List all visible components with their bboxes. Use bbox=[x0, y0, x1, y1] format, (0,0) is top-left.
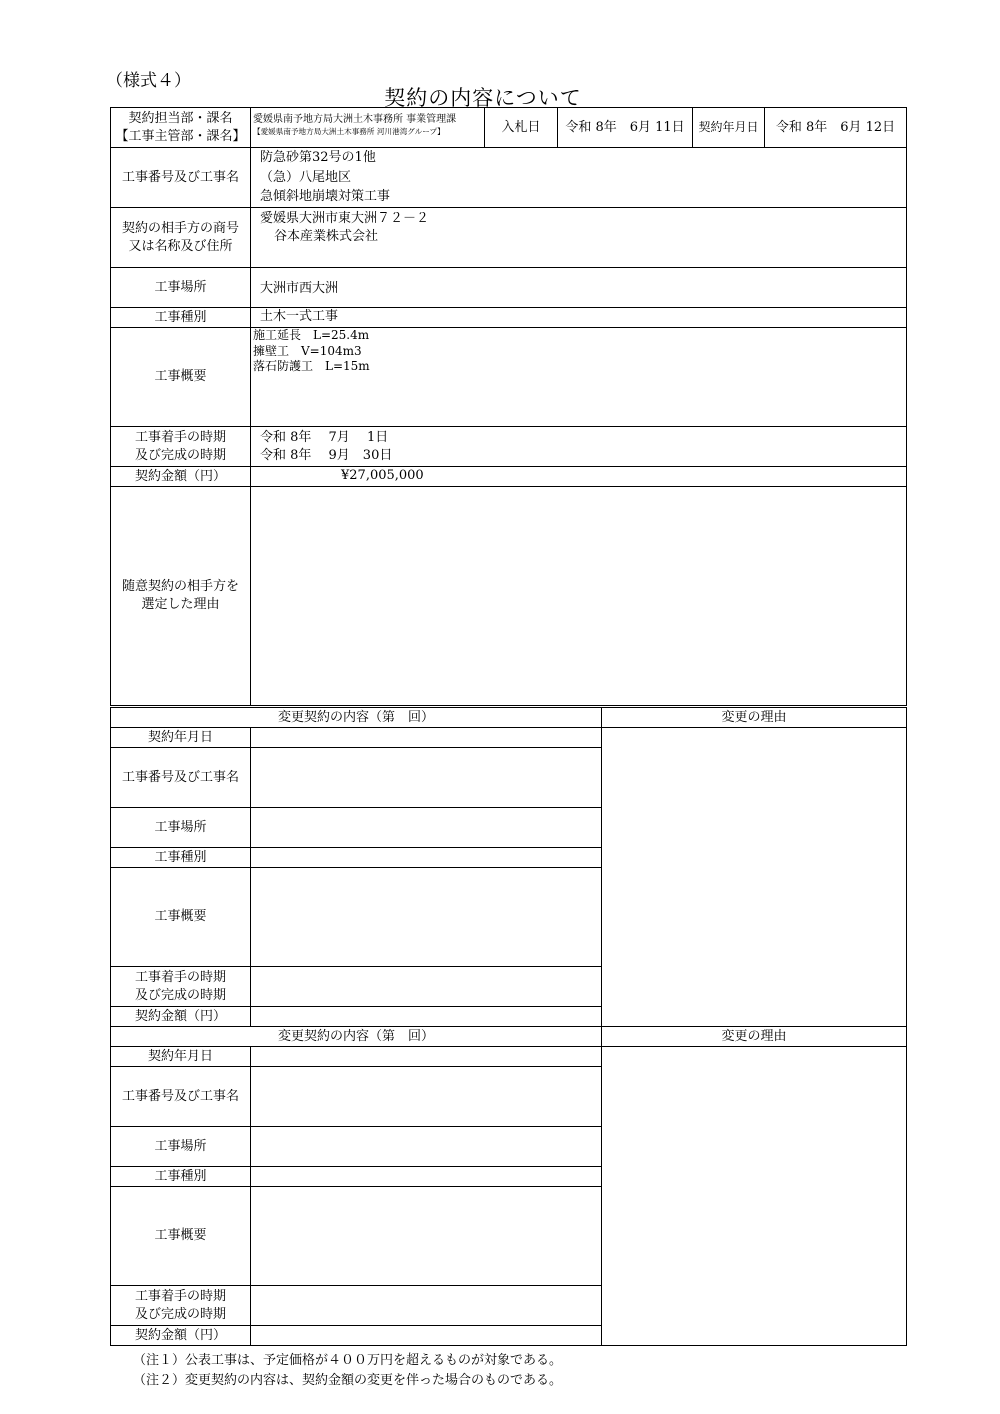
dept-value-line1: 愛媛県南予地方局大洲土木事務所 事業管理課 bbox=[253, 114, 457, 125]
change-type-value bbox=[251, 1167, 602, 1187]
change-header-row bbox=[111, 1027, 907, 1047]
document-title-text: 契約の内容について bbox=[384, 86, 582, 110]
party-address: 愛媛県大洲市東大洲７２－２ bbox=[260, 211, 430, 226]
bid-date-label: 入札日 bbox=[485, 108, 558, 148]
project-line-1: 防急砂第32号の1他 bbox=[260, 150, 376, 165]
change-project-label: 工事番号及び工事名 bbox=[111, 748, 251, 808]
change-date-row bbox=[111, 728, 907, 748]
change-summary-label: 工事概要 bbox=[111, 1187, 251, 1286]
summary-value-cell bbox=[251, 328, 907, 427]
reason-value bbox=[251, 487, 907, 706]
type-row bbox=[111, 308, 907, 328]
dept-label-line1: 契約担当部・課名 bbox=[128, 110, 233, 126]
dept-row bbox=[111, 108, 907, 148]
summary-line-2: 擁壁工 V=104m3 bbox=[253, 343, 362, 358]
dept-label-cell bbox=[111, 108, 251, 148]
change-project-label: 工事番号及び工事名 bbox=[111, 1067, 251, 1127]
summary-line-3: 落石防護工 L=15m bbox=[253, 359, 370, 374]
summary-label: 工事概要 bbox=[111, 328, 251, 427]
change-location-label: 工事場所 bbox=[111, 808, 251, 848]
amount-label: 契約金額（円） bbox=[111, 467, 251, 487]
change-summary-value bbox=[251, 1187, 602, 1286]
change-reason-header: 変更の理由 bbox=[602, 708, 907, 728]
reason-label-line2: 選定した理由 bbox=[141, 597, 220, 612]
type-value: 土木一式工事 bbox=[251, 308, 907, 328]
change-header: 変更契約の内容（第 回） bbox=[111, 708, 602, 728]
amount-value: ¥27,005,000 bbox=[251, 467, 907, 487]
period-end: 令和 8年 9月 30日 bbox=[260, 447, 393, 463]
summary-line-1: 施工延長 L=25.4m bbox=[253, 328, 370, 342]
change-period-label-cell bbox=[111, 967, 251, 1007]
type-label: 工事種別 bbox=[111, 308, 251, 328]
project-line-2: （急）八尾地区 bbox=[260, 169, 352, 185]
project-row bbox=[111, 148, 907, 208]
dept-value-line2: 【愛媛県南予地方局大洲土木事務所 河川港湾グループ】 bbox=[253, 126, 445, 136]
period-label-line2: 及び完成の時期 bbox=[134, 447, 226, 463]
form-number: （様式４） bbox=[106, 71, 191, 91]
change-amount-value bbox=[251, 1007, 602, 1027]
party-row bbox=[111, 208, 907, 268]
dept-value-cell bbox=[251, 108, 485, 148]
change-amount-label: 契約金額（円） bbox=[111, 1007, 251, 1027]
change-summary-label: 工事概要 bbox=[111, 868, 251, 967]
change-period-label-cell bbox=[111, 1286, 251, 1326]
change-reason-value bbox=[602, 1047, 907, 1346]
period-start: 令和 8年 7月 1日 bbox=[260, 429, 389, 445]
bid-date-value: 令和 8年 6月 11日 bbox=[558, 108, 693, 148]
change-date-value bbox=[251, 1047, 602, 1067]
party-label-line1: 契約の相手方の商号 bbox=[121, 220, 239, 236]
project-label: 工事番号及び工事名 bbox=[111, 148, 251, 208]
change-period-value bbox=[251, 1286, 602, 1326]
change-header-row bbox=[111, 708, 907, 728]
period-label-line1: 工事着手の時期 bbox=[134, 429, 226, 445]
change-location-value bbox=[251, 1127, 602, 1167]
note-1: （注１）公表工事は、予定価格が４００万円を超えるものが対象である。 bbox=[133, 1353, 563, 1368]
change-date-value bbox=[251, 728, 602, 748]
change-project-value bbox=[251, 748, 602, 808]
change-reason-value bbox=[602, 728, 907, 1027]
change-header: 変更契約の内容（第 回） bbox=[111, 1027, 602, 1047]
change-type-label: 工事種別 bbox=[111, 848, 251, 868]
reason-label-cell bbox=[111, 487, 251, 706]
project-value-cell bbox=[251, 148, 907, 208]
contract-table bbox=[110, 107, 907, 706]
change-project-value bbox=[251, 1067, 602, 1127]
contract-date-label: 契約年月日 bbox=[693, 108, 765, 148]
change-table-2 bbox=[110, 1026, 907, 1346]
summary-row bbox=[111, 328, 907, 427]
change-amount-label: 契約金額（円） bbox=[111, 1326, 251, 1346]
change-type-label: 工事種別 bbox=[111, 1167, 251, 1187]
change-type-value bbox=[251, 848, 602, 868]
party-label-cell bbox=[111, 208, 251, 268]
location-row bbox=[111, 268, 907, 308]
dept-label-line2: 【工事主管部・課名】 bbox=[115, 128, 246, 144]
reason-label-line1: 随意契約の相手方を bbox=[121, 579, 239, 595]
period-value-cell bbox=[251, 427, 907, 467]
location-value: 大洲市西大洲 bbox=[251, 268, 907, 308]
amount-row bbox=[111, 467, 907, 487]
project-line-3: 急傾斜地崩壊対策工事 bbox=[260, 189, 391, 204]
change-period-label-line2: 及び完成の時期 bbox=[134, 987, 226, 1003]
change-period-label-line1: 工事着手の時期 bbox=[134, 1288, 226, 1304]
change-table-1 bbox=[110, 707, 907, 1027]
period-row bbox=[111, 427, 907, 467]
change-date-row bbox=[111, 1047, 907, 1067]
change-date-label: 契約年月日 bbox=[111, 1047, 251, 1067]
change-summary-value bbox=[251, 868, 602, 967]
change-location-label: 工事場所 bbox=[111, 1127, 251, 1167]
change-reason-header: 変更の理由 bbox=[602, 1027, 907, 1047]
change-location-value bbox=[251, 808, 602, 848]
period-label-cell bbox=[111, 427, 251, 467]
change-date-label: 契約年月日 bbox=[111, 728, 251, 748]
change-period-label-line2: 及び完成の時期 bbox=[134, 1306, 226, 1322]
party-name: 谷本産業株式会社 bbox=[274, 228, 379, 244]
party-label-line2: 又は名称及び住所 bbox=[128, 238, 233, 254]
note-2: （注２）変更契約の内容は、契約金額の変更を伴った場合のものである。 bbox=[133, 1373, 563, 1388]
change-amount-value bbox=[251, 1326, 602, 1346]
location-label: 工事場所 bbox=[111, 268, 251, 308]
contract-date-value: 令和 8年 6月 12日 bbox=[765, 108, 907, 148]
change-period-value bbox=[251, 967, 602, 1007]
reason-row bbox=[111, 487, 907, 706]
party-value-cell bbox=[251, 208, 907, 268]
change-period-label-line1: 工事着手の時期 bbox=[134, 969, 226, 985]
